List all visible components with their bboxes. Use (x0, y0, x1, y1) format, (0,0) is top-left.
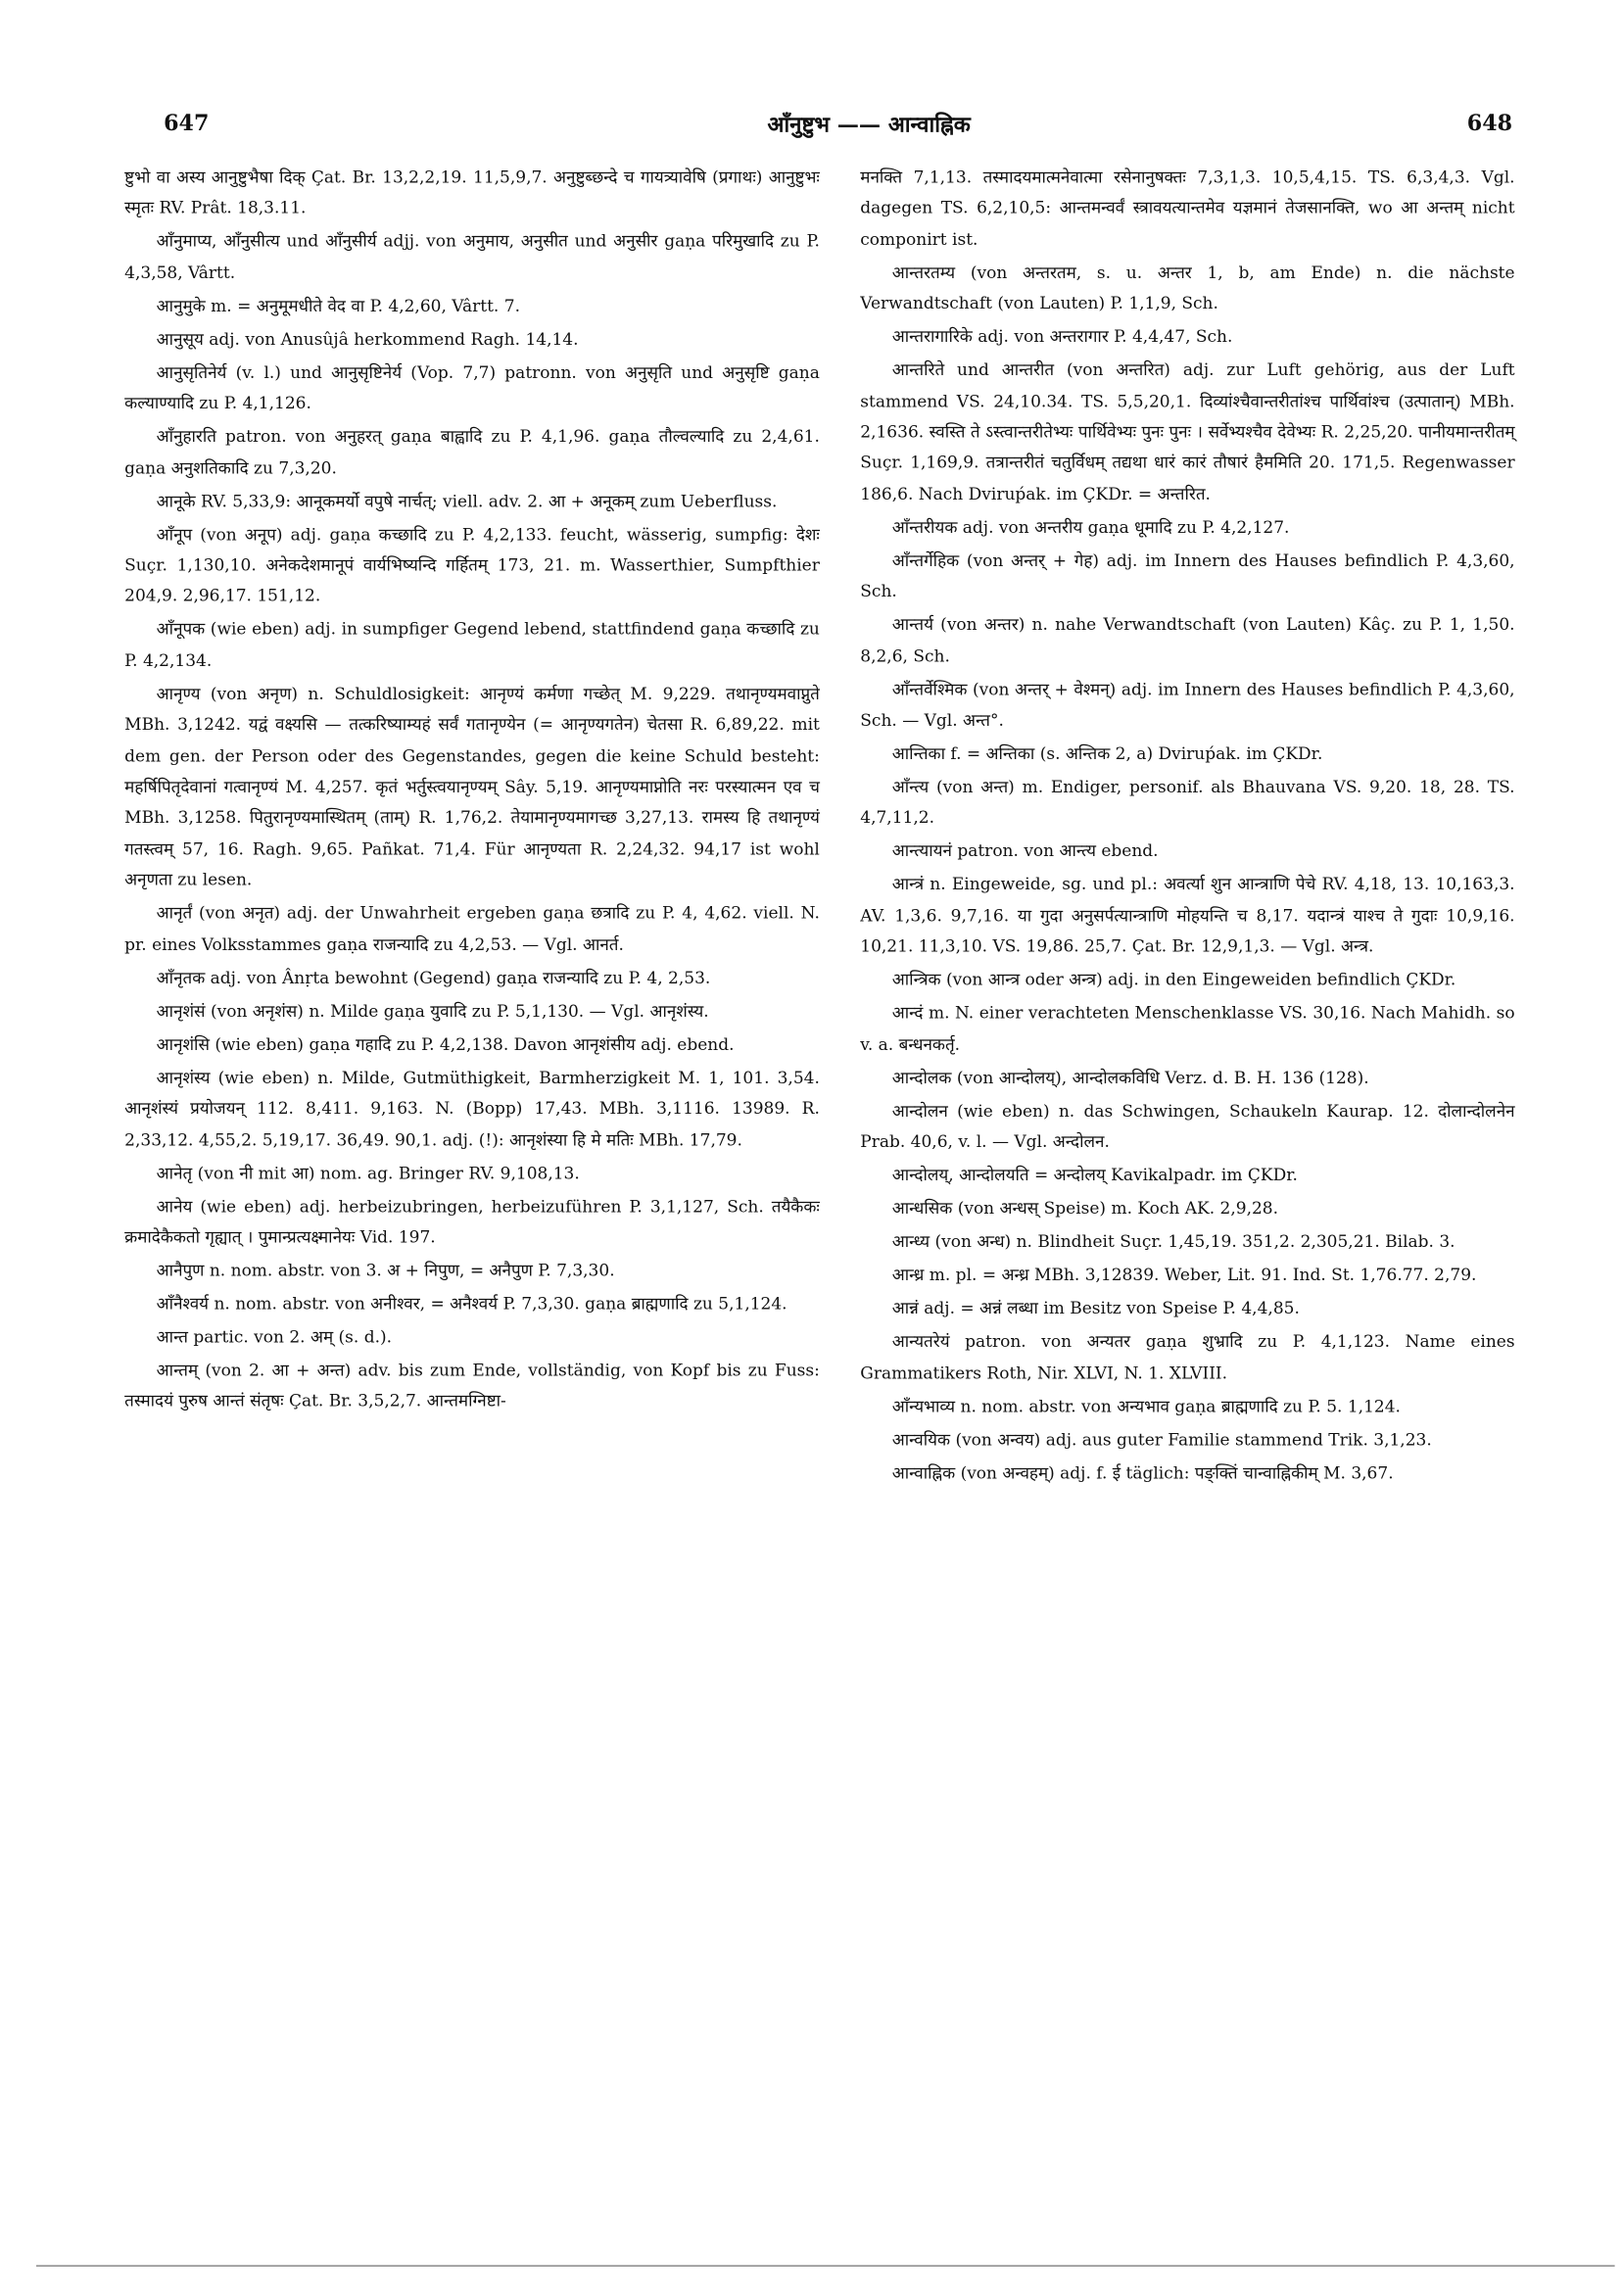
left-column (124, 163, 820, 1420)
dictionary-entry: आनृशंस्य (wie eben) n. Milde, Gutmüthigkeit, Barmherzigkeit M. 1, 101. 3,54. आनृशंस्यं प्रयोजयन् 112. 8,411. 9,163. N. (Bopp) 17,43. MBh. 3,1116. 13989. R. 2,33,12. 4,55,2. 5,19,17. 36,49. 90,1. adj. (!): आनृशंस्या हि मे मतिः MBh. 17,79. (124, 1067, 820, 1150)
dictionary-entry: आनुमुके m. = अनुमूमधीते वेद वा P. 4,2,60, Vârtt. 7. (156, 295, 520, 316)
dictionary-entry: ष्टुभो वा अस्य आनुष्टुभैषा दिक् Çat. Br. 13,2,2,19. 11,5,9,7. अनुष्टुब्छन्दे च गायत्र्यावेषि (प्रगाथः) आनुष्टुभः स्मृतः RV. Prât. 18,3.11. (124, 167, 820, 218)
dictionary-entry: आँन्यभाव्य n. nom. abstr. von अन्यभाव gaṇa ब्राह्मणादि zu P. 5. 1,124. (891, 1395, 1401, 1416)
dictionary-entry: आन्नं adj. = अन्नं लब्धा im Besitz von Speise P. 4,4,85. (891, 1297, 1300, 1318)
dictionary-entry: आनेय (wie eben) adj. herbeizubringen, herbeizuführen P. 3,1,127, Sch. तयैकैकः क्रमादेकैकतो गृह्यात् । पुमान्प्रत्यक्ष्मानेयः Vid. 197. (124, 1195, 820, 1247)
dictionary-entry: आन्त्रं n. Eingeweide, sg. und pl.: अवर्त्या शुन आन्त्राणि पेचे RV. 4,18, 13. 10,163,3. AV. 1,3,6. 9,7,16. या गुदा अनुसर्पत्यान्त्राणि मोहयन्ति च 8,17. यदान्त्रं याश्च ते गुदाः 10,9,16. 10,21. 11,3,10. VS. 19,86. 25,7. Çat. Br. 12,9,1,3. — Vgl. अन्त्र. (860, 874, 1515, 957)
dictionary-entry: आनूके RV. 5,33,9: आनूकमर्यो वपुषे नार्चत्; viell. adv. 2. आ + अनूकम् zum Ueberfluss. (156, 490, 778, 511)
dictionary-entry: आनुसृतिनेर्य (v. l.) und आनुसृष्टिनेर्य (Vop. 7,7) patronn. von अनुसृति und अनुसृष्टि gaṇa कल्याण्यादि zu P. 4,1,126. (124, 361, 820, 413)
dictionary-entry: आन्त partic. von 2. अम् (s. d.). (156, 1326, 393, 1347)
dictionary-entry: आनुसूय adj. von Anusûjâ herkommend Ragh. 14,14. (156, 328, 579, 350)
dictionary-entry: आन्वयिक (von अन्वय) adj. aus guter Familie stammend Trik. 3,1,23. (891, 1428, 1432, 1450)
dictionary-entry: आँनूपक (wie eben) adj. in sumpfiger Gegend lebend, stattfindend gaṇa कच्छादि zu P. 4,2,134. (124, 618, 820, 671)
dictionary-entry: आन्यतरेयं patron. von अन्यतर gaṇa शुभ्रादि zu P. 4,1,123. Name eines Grammatikers Roth, Nir. XLVI, N. 1. XLVIII. (860, 1330, 1515, 1383)
dictionary-entry: आनृशंसं (von अनृशंस) n. Milde gaṇa युवादि zu P. 5,1,130. — Vgl. आनृशंस्य. (156, 1000, 709, 1021)
dictionary-entry: आनैपुण n. nom. abstr. von 3. अ + निपुण, = अनैपुण P. 7,3,30. (156, 1260, 615, 1280)
dictionary-entry: आन्तरागारिके adj. von अन्तरागार P. 4,4,47, Sch. (891, 326, 1233, 347)
dictionary-entry: आन्त्रिक (von आन्त्र oder अन्त्र) adj. in den Eingeweiden befindlich ÇKDr. (891, 969, 1456, 990)
dictionary-entry: आन्तिका f. = अन्तिका (s. अन्तिक 2, a) Dviruṕak. im ÇKDr. (891, 742, 1323, 764)
dictionary-entry: आँनुहारति patron. von अनुहरत् gaṇa बाह्वादि zu P. 4,1,96. gaṇa तौल्वल्यादि zu 2,4,61. gaṇa अनुशतिकादि zu 7,3,20. (124, 426, 820, 478)
dictionary-entry: आन्दोलन (wie eben) n. das Schwingen, Schaukeln Kaurap. 12. दोलान्दोलनेन Prab. 40,6, v. l. — Vgl. अन्दोलन. (860, 1100, 1515, 1152)
dictionary-entry: आनृण्य (von अनृण) n. Schuldlosigkeit: आनृण्यं कर्मणा गच्छेत् M. 9,229. तथानृण्यमवाप्नुते MBh. 3,1242. यद्वं वक्ष्यसि — तत्करिष्याम्यहं सर्वं गतानृण्येन (= आनृण्यगतेन) चेतसा R. 6,89,22. mit dem gen. der Person oder des Gegenstandes, gegen die keine Schuld besteht: महर्षिपितृदेवानां गत्वानृण्यं M. 4,257. कृतं भर्तुस्त्वयानृण्यम् Sây. 5,19. आनृण्यमाप्नोति नरः परस्यात्मन एव च MBh. 3,1258. पितुरानृण्यमास्थितम् (ताम्) R. 1,76,2. तेयामानृण्यमागच्छ 3,27,13. रामस्य हि तथानृण्यं गतस्त्वम् 57, 16. Ragh. 9,65. Pañkat. 71,4. Für आनृण्यता R. 2,24,32. 94,17 ist wohl अनृणता zu lesen. (124, 683, 820, 890)
dictionary-entry: आन्दं m. N. einer verachteten Menschenklasse VS. 30,16. Nach Mahidh. so v. a. बन्धनकर्तृ. (860, 1002, 1515, 1054)
right-column (860, 163, 1514, 1492)
dictionary-entry: आनेतृ (von नी mit आ) nom. ag. Bringer RV. 9,108,13. (156, 1162, 580, 1183)
page-number-left: 647 (164, 110, 210, 136)
running-head: आँनुष्टुभ —— आन्वाह्निक (767, 111, 971, 138)
dictionary-entry: आन्दोलय्, आन्दोलयति = अन्दोलय् Kavikalpadr. im ÇKDr. (891, 1164, 1298, 1185)
dictionary-entry: आँनृतक adj. von Ânṛta bewohnt (Gegend) gaṇa राजन्यादि zu P. 4, 2,53. (156, 967, 711, 987)
dictionary-entry: आन्ध्र m. pl. = अन्ध्र MBh. 3,12839. Weber, Lit. 91. Ind. St. 1,76.77. 2,79. (891, 1264, 1477, 1285)
dictionary-entry: आनृर्तं (von अनृत) adj. der Unwahrheit ergeben gaṇa छत्रादि zu P. 4, 4,62. viell. N. pr. eines Volksstammes gaṇa राजन्यादि zu 4,2,53. — Vgl. आनर्त. (124, 902, 820, 954)
dictionary-entry: आन्तम् (von 2. आ + अन्त) adv. bis zum Ende, vollständig, von Kopf bis zu Fuss: तस्मादयं पुरुष आन्तं संतृषः Çat. Br. 3,5,2,7. आन्तमग्निष्टा- (124, 1360, 820, 1411)
dictionary-entry: आँन्तर्वेश्मिक (von अन्तर् + वेश्मन्) adj. im Innern des Hauses befindlich P. 4,3,60, Sch. — Vgl. अन्त°. (860, 678, 1515, 731)
dictionary-entry: आन्वाह्निक (von अन्वहम्) adj. f. ई täglich: पङ्क्तिं चान्वाह्निकीम् M. 3,67. (891, 1461, 1394, 1483)
dictionary-entry: आन्तर्य (von अन्तर) n. nahe Verwandtschaft (von Lauten) Kâç. zu P. 1, 1,50. 8,2,6, Sch. (860, 614, 1515, 666)
dictionary-entry: आन्ध्य (von अन्ध) n. Blindheit Suçr. 1,45,19. 351,2. 2,305,21. Bilab. 3. (891, 1230, 1455, 1252)
dictionary-entry: आन्तरतम्य (von अन्तरतम, s. u. अन्तर 1, b, am Ende) n. die nächste Verwandtschaft (von Lauten) P. 1,1,9, Sch. (860, 262, 1515, 313)
dictionary-entry: आँनूप (von अनूप) adj. gaṇa कच्छादि zu P. 4,2,133. feucht, wässerig, sumpfig: देशः Suçr. 1,130,10. अनेकदेशमानूपं वार्यभिष्यन्दि गर्हितम् 173, 21. m. Wasserthier, Sumpfthier 204,9. 2,96,17. 151,12. (124, 523, 820, 606)
dictionary-entry: मनक्ति 7,1,13. तस्मादयमात्मनेवात्मा रसेनानुषक्तः 7,3,1,3. 10,5,4,15. TS. 6,3,4,3. Vgl. dagegen TS. 6,2,10,5: आन्तमन्वर्वं स्त्रावयत्यान्तमेव यज्ञमानं तेजसानक्ति, wo आ अन्तम् nicht componirt ist. (860, 167, 1515, 250)
dictionary-entry: आन्धसिक (von अन्धस् Speise) m. Koch AK. 2,9,28. (891, 1197, 1279, 1219)
dictionary-entry: आन्त्यायनं patron. von आन्त्य ebend. (891, 840, 1159, 861)
dictionary-entry: आनृशंसि (wie eben) gaṇa गहादि zu P. 4,2,138. Davon आनृशंसीय adj. ebend. (156, 1033, 735, 1054)
dictionary-entry: आँन्तर्गेहिक (von अन्तर् + गेह) adj. im Innern des Hauses befindlich P. 4,3,60, Sch. (860, 550, 1515, 601)
dictionary-entry: आन्तरिते und आन्तरीत (von अन्तरित) adj. zur Luft gehörig, aus der Luft stammend VS. 24,10.34. TS. 5,5,20,1. दिव्यांश्चैवान्तरीतांश्च पार्थिवांश्च (उत्पातान्) MBh. 2,1636. स्वस्ति ते ऽस्त्वान्तरीतेभ्यः पार्थिवेभ्यः पुनः पुनः । सर्वेभ्यश्चैव देवेभ्यः R. 2,25,20. पानीयमान्तरीतम् Suçr. 1,169,9. तत्रान्तरीतं चतुर्विधम् तद्यथा धारं कारं तौषारं हैममिति 20. 171,5. Regenwasser 186,6. Nach Dviruṕak. im ÇKDr. = अन्तरित. (860, 359, 1515, 504)
dictionary-entry: आँन्त्य (von अन्त) m. Endiger, personif. als Bhauvana VS. 9,20. 18, 28. TS. 4,7,11,2. (860, 776, 1515, 828)
page-number-right: 648 (1466, 110, 1513, 136)
dictionary-entry: आँनुमाप्य, आँनुसीत्य und आँनुसीर्य adjj. von अनुमाय, अनुसीत und अनुसीर gaṇa परिमुखादि zu P. 4,3,58, Vârtt. (124, 230, 820, 283)
dictionary-entry: आँन्तरीयक adj. von अन्तरीय gaṇa धूमादि zu P. 4,2,127. (891, 516, 1290, 538)
footer-rule (36, 2265, 1615, 2266)
dictionary-entry: आँनैश्वर्य n. nom. abstr. von अनीश्वर, = अनैश्वर्य P. 7,3,30. gaṇa ब्राह्मणादि zu 5,1,124. (156, 1293, 787, 1314)
dictionary-entry: आन्दोलक (von आन्दोलय्), आन्दोलकविधि Verz. d. B. H. 136 (128). (891, 1067, 1369, 1087)
